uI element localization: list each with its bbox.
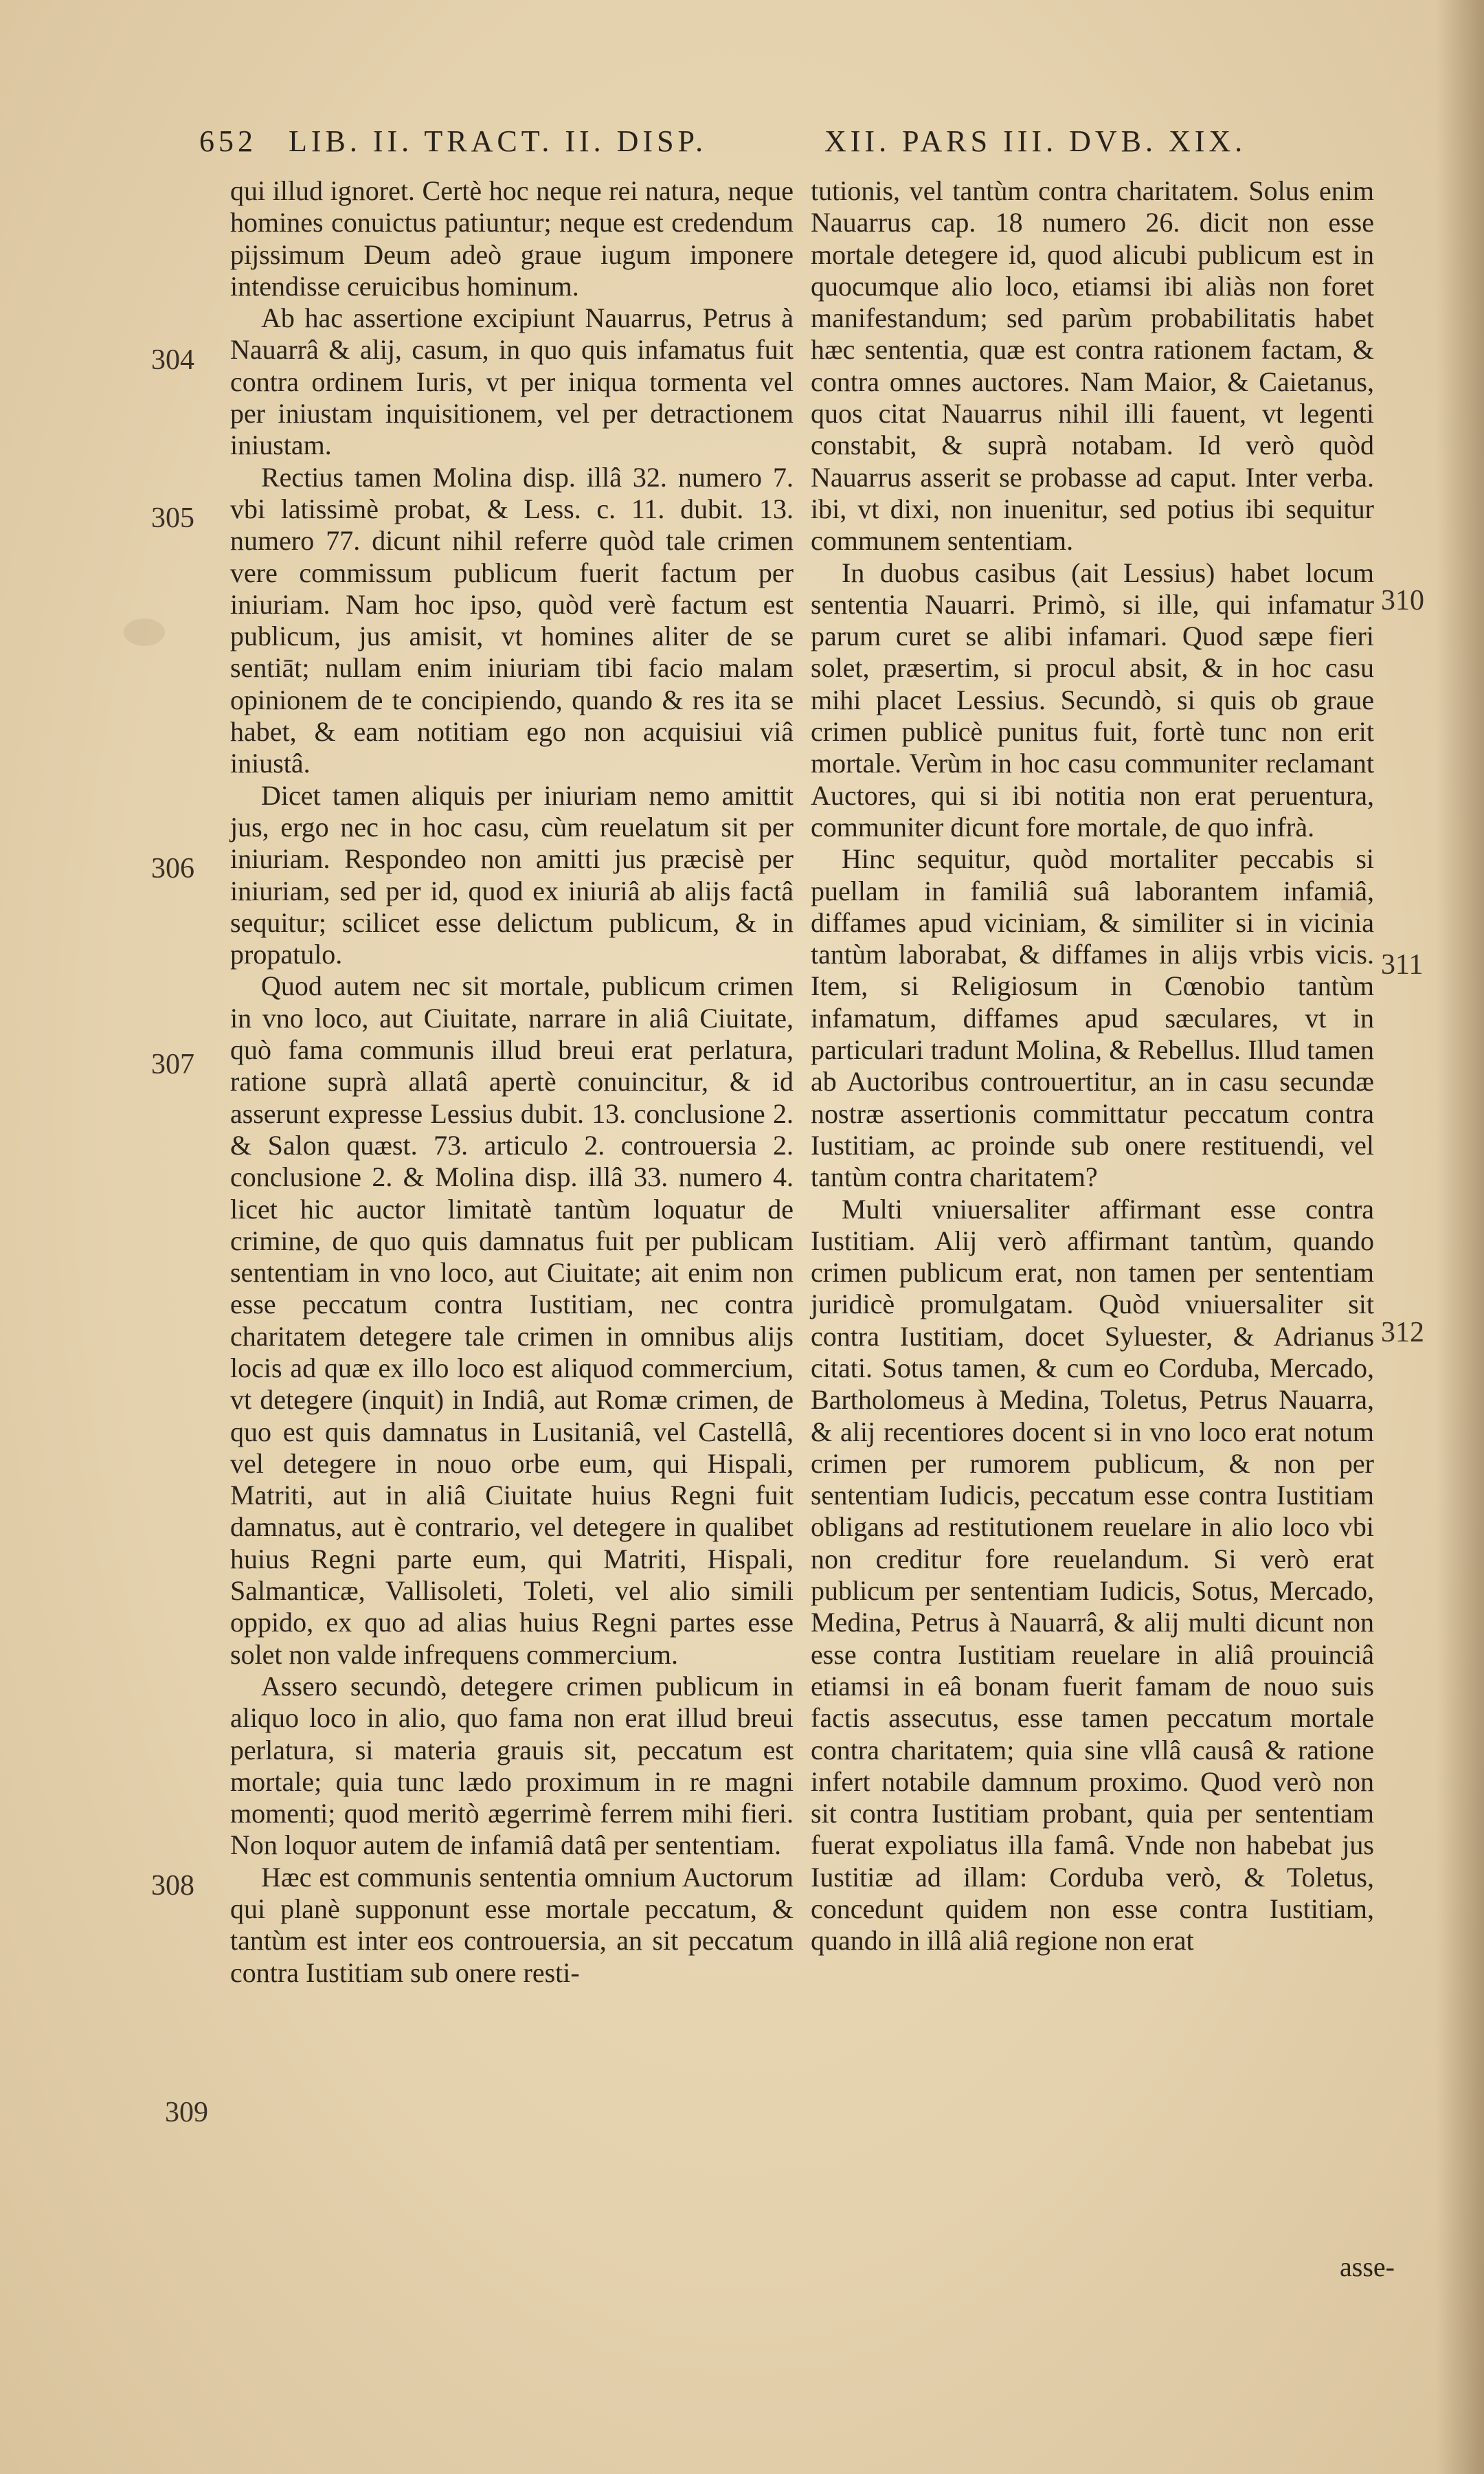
margin-number: 311 <box>1381 949 1424 981</box>
paragraph: Rectius tamen Molina disp. illâ 32. numero 7. vbi latissimè probat, & Less. c. 11. dubit. 13. numero 77. dicunt nihil referre quòd tale crimen vere commissum publicum fuerit factum per iniuriam. Nam hoc ipso, quòd verè factum est publicum, jus amisit, vt homines aliter de se sentiāt; nullam enim iniuriam tibi facio malam opinionem de te concipiendo, quando & res ita se habet, & eam notitiam ego non acquisiui viâ iniustâ. <box>230 461 794 779</box>
page-edge-shadow <box>1436 0 1484 2474</box>
margin-number: 304 <box>151 344 194 376</box>
paragraph: Dicet tamen aliquis per iniuriam nemo amittit jus, ergo nec in hoc casu, cùm reuelatum sit per iniuriam. Respondeo non amitti jus præcisè per iniuriam, sed per id, quod ex iniuriâ ab alijs factâ sequitur; scilicet esse delictum publicum, & in propatulo. <box>230 779 794 970</box>
paragraph: Hinc sequitur, quòd mortaliter peccabis si puellam in familiâ suâ laborantem infamiâ, diffames apud viciniam, & similiter si in vicinia tantùm laborabat, & diffames in alijs vrbis vicis. Item, si Religiosum in Cœnobio tantùm infamatum, diffames apud sæculares, vt in particulari tradunt Molina, & Rebellus. Illud tamen ab Auctoribus controuertitur, an in casu secundæ nostræ assertionis committatur peccatum contra Iustitiam, ac proinde sub onere restituendi, vel tantùm contra charitatem? <box>811 843 1374 1193</box>
paragraph: Assero secundò, detegere crimen publicum in aliquo loco in alio, quo fama non erat illud breui perlatura, si materia grauis sit, peccatum est mortale; quia tunc lædo proximum in re magni momenti; quod meritò ægerrimè ferrem mihi fieri. Non loquor autem de infamiâ datâ per sententiam. <box>230 1670 794 1861</box>
paragraph: qui illud ignoret. Certè hoc neque rei natura, neque homines conuictus patiuntur; neque est credendum pijssimum Deum adeò graue iugum imponere intendisse ceruicibus hominum. <box>230 175 794 302</box>
margin-number: 310 <box>1381 585 1424 616</box>
catchword: asse- <box>1340 2251 1395 2282</box>
margin-number: 308 <box>151 1870 194 1902</box>
margin-number: 309 <box>165 2097 208 2128</box>
running-header <box>199 124 1326 172</box>
margin-number: 306 <box>151 853 194 884</box>
paragraph: tutionis, vel tantùm contra charitatem. Solus enim Nauarrus cap. 18 numero 26. dicit non esse mortale detegere id, quod alicubi publicum est in quocumque alio loco, etiamsi ibi aliàs non foret manifestandum; sed parùm probabilitatis habet hæc sententia, quæ est contra rationem factam, & contra omnes auctores. Nam Maior, & Caietanus, quos citat Nauarrus nihil illi fauent, vt legenti constabit, & suprà notabam. Id verò quòd Nauarrus asserit se probasse ad caput. Inter verba. ibi, vt dixi, non inuenitur, sed potius ibi sequitur communem sententiam. <box>811 175 1374 557</box>
paragraph: Hæc est communis sententia omnium Auctorum qui planè supponunt esse mortale peccatum, & tantùm est inter eos controuersia, an sit peccatum contra Iustitiam sub onere resti- <box>230 1861 794 1988</box>
right-column <box>811 175 1374 1957</box>
paragraph: Quod autem nec sit mortale, publicum crimen in vno loco, aut Ciuitate, narrare in aliâ Ciuitate, quò fama communis illud breui erat perlatura, ratione suprà allatâ apertè conuincitur, & id asserunt expresse Lessius dubit. 13. conclusione 2. & Salon quæst. 73. articulo 2. controuersia 2. conclusione 2. & Molina disp. illâ 33. numero 4. licet hic auctor limitatè tantùm loquatur de crimine, de quo quis damnatus fuit per publicam sententiam in vno loco, aut Ciuitate; ait enim non esse peccatum contra Iustitiam, nec contra charitatem detegere tale crimen in omnibus alijs locis ad quæ ex illo loco est aliquod commercium, vt detegere (inquit) in Indiâ, aut Romæ crimen, de quo est quis damnatus in Lusitaniâ, vel Castellâ, vel detegere in nouo orbe eum, qui Hispali, Matriti, aut in aliâ Ciuitate huius Regni fuit damnatus, aut è contrario, vel detegere in qualibet huius Regni parte eum, qui Matriti, Hispali, Salmanticæ, Vallisoleti, Toleti, vel alio simili oppido, ex quo ad alias huius Regni partes esse solet non valde infrequens commercium. <box>230 970 794 1670</box>
stain-mark <box>124 618 165 646</box>
margin-number: 307 <box>151 1049 194 1080</box>
left-column <box>230 175 794 1989</box>
margin-number: 305 <box>151 502 194 534</box>
paragraph: Multi vniuersaliter affirmant esse contra Iustitiam. Alij verò affirmant tantùm, quando crimen publicum erat, non tamen per sententiam juridicè promulgatam. Quòd vniuersaliter sit contra Iustitiam, docet Syluester, & Adrianus citati. Sotus tamen, & cum eo Corduba, Mercado, Bartholomeus à Medina, Toletus, Petrus Nauarra, & alij recentiores docent si in vno loco erat notum crimen per rumorem publicum, & non per sententiam Iudicis, peccatum esse contra Iustitiam obligans ad restitutionem reuelare in alio loco vbi non creditur fore reuelandum. Si verò erat publicum per sententiam Iudicis, Sotus, Mercado, Medina, Petrus à Nauarrâ, & alij multi dicunt non esse contra Iustitiam reuelare in aliâ prouinciâ etiamsi in eâ bonam fuerit famam de nouo suis factis assecutus, esse tamen peccatum mortale contra charitatem; quia sine vllâ causâ & ratione infert notabile damnum proximo. Quod verò non sit contra Iustitiam probant, quia per sententiam fuerat expoliatus illa famâ. Vnde non habebat jus Iustitiæ ad illam: Corduba verò, & Toletus, concedunt quidem non esse contra Iustitiam, quando in illâ aliâ regione non erat <box>811 1193 1374 1957</box>
page-number: 652 <box>199 124 257 158</box>
margin-number: 312 <box>1381 1317 1424 1348</box>
running-head-left: LIB. II. TRACT. II. DISP. <box>289 124 708 158</box>
paragraph: Ab hac assertione excipiunt Nauarrus, Petrus à Nauarrâ & alij, casum, in quo quis infamatus fuit contra ordinem Iuris, vt per iniqua tormenta vel per iniustam inquisitionem, vel per detractionem iniustam. <box>230 302 794 461</box>
paragraph: In duobus casibus (ait Lessius) habet locum sententia Nauarri. Primò, si ille, qui infamatur parum curet se alibi infamari. Quod sæpe fieri solet, præsertim, si procul absit, & in hoc casu mihi placet Lessius. Secundò, si quis ob graue crimen publicè punitus fuit, fortè tunc non erit mortale. Verùm in hoc casu communiter reclamant Auctores, qui si ibi notitia non erat peruentura, communiter dicunt fore mortale, de quo infrà. <box>811 557 1374 843</box>
running-head-right: XII. PARS III. DVB. XIX. <box>824 124 1247 158</box>
